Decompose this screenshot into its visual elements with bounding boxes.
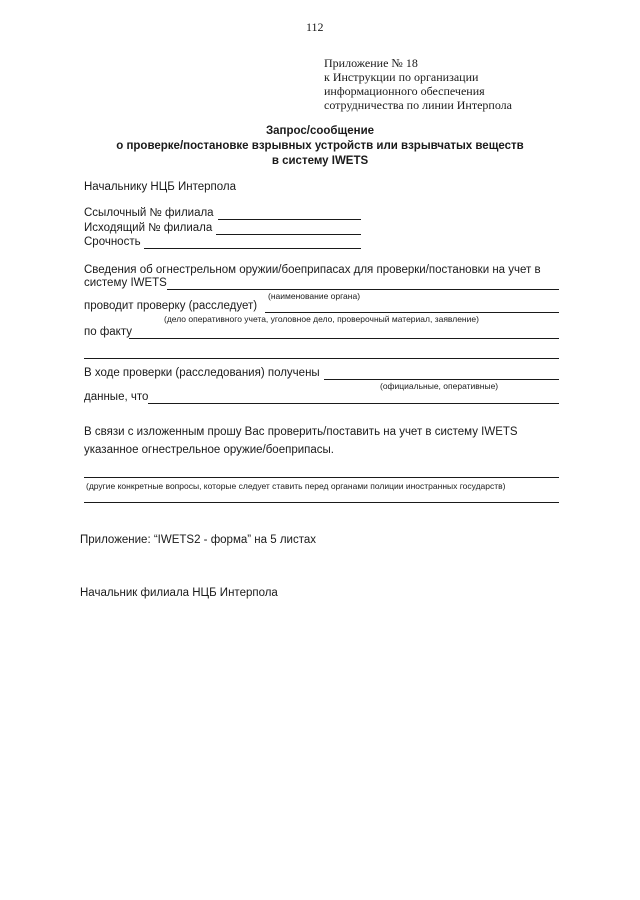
signature-title: Начальник филиала НЦБ Интерпола [80, 587, 278, 599]
weapons-info-text-2: систему IWETS [84, 277, 167, 289]
data-label: данные, что [84, 391, 149, 403]
organ-name-hint: (наименование органа) [268, 291, 361, 301]
urgency-line [144, 248, 361, 249]
questions-line-1 [84, 477, 559, 478]
questions-hint: (другие конкретные вопросы, которые следует ставить перед органами полиции иностранных государств) [86, 481, 506, 491]
organ-name-line [167, 289, 559, 290]
weapons-info-text-1: Сведения об огнестрельном оружии/боеприпасах для проверки/постановки на учет в [84, 264, 541, 276]
outgoing-number-line [216, 234, 361, 235]
ref-number-line [218, 219, 361, 220]
page-number: 112 [306, 20, 324, 34]
fact-line-2 [84, 358, 559, 359]
ref-number-label: Ссылочный № филиала [84, 207, 214, 219]
title-line-1: Запрос/сообщение [265, 125, 375, 137]
appendix-line-1: Приложение № 18 [324, 56, 418, 70]
check-line [265, 312, 559, 313]
request-text-1: В связи с изложенным прошу Вас проверить/поставить на учет в систему IWETS [84, 426, 518, 438]
urgency-label: Срочность [84, 236, 141, 248]
appendix-line-3: информационного обеспечения [324, 84, 485, 98]
attachment-note: Приложение: “IWETS2 - форма” на 5 листах [80, 534, 316, 546]
received-line [324, 379, 559, 380]
appendix-line-4: сотрудничества по линии Интерпола [324, 98, 512, 112]
data-line [148, 403, 559, 404]
check-label: проводит проверку (расследует) [84, 300, 258, 312]
outgoing-number-label: Исходящий № филиала [84, 222, 213, 234]
case-type-hint: (дело оперативного учета, уголовное дело, проверочный материал, заявление) [164, 314, 479, 324]
received-label: В ходе проверки (расследования) получены [84, 367, 320, 379]
title-line-3: в систему IWETS [271, 155, 369, 167]
fact-label: по факту [84, 326, 132, 338]
questions-line-2 [84, 502, 559, 503]
fact-line-1 [129, 338, 559, 339]
request-text-2: указанное огнестрельное оружие/боеприпасы. [84, 444, 334, 456]
title-line-2: о проверке/постановке взрывных устройств или взрывчатых веществ [116, 140, 524, 152]
appendix-line-2: к Инструкции по организации [324, 70, 479, 84]
addressee: Начальнику НЦБ Интерпола [84, 181, 236, 193]
data-type-hint: (официальные, оперативные) [380, 381, 499, 391]
